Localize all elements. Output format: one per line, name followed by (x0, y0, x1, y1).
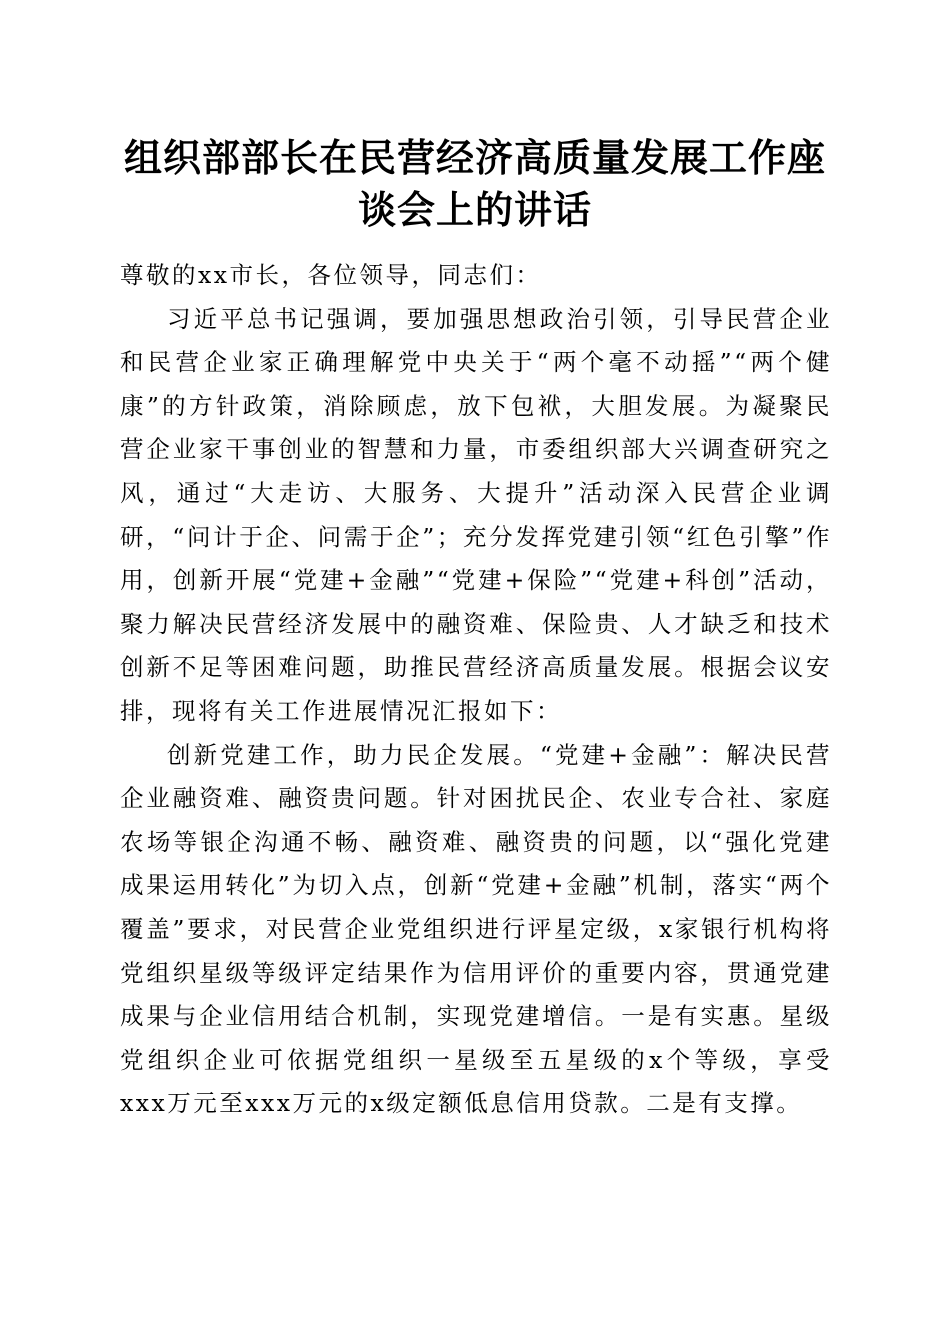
paragraph-intro: 习近平总书记强调，要加强思想政治引领，引导民营企业和民营企业家正确理解党中央关于“两个毫不动摇”“两个健康”的方针政策，消除顾虑，放下包袱，大胆发展。为凝聚民营企业家干事创业的智慧和力量，市委组织部大兴调查研究之风，通过“大走访、大服务、大提升”活动深入民营企业调研，“问计于企、问需于企”；充分发挥党建引领“红色引擎”作用，创新开展“党建+金融”“党建+保险”“党建+科创”活动，聚力解决民营经济发展中的融资难、保险贵、人才缺乏和技术创新不足等困难问题，助推民营经济高质量发展。根据会议安排，现将有关工作进展情况汇报如下： (120, 304, 832, 725)
document-body (120, 254, 832, 1126)
document-title: 组织部部长在民营经济高质量发展工作座谈会上的讲话 (123, 135, 826, 232)
paragraph-party-building-finance: 创新党建工作，助力民企发展。“党建+金融”：解决民营企业融资难、融资贵问题。针对困扰民企、农业专合社、家庭农场等银企沟通不畅、融资难、融资贵的问题，以“强化党建成果运用转化”为切入点，创新“党建+金融”机制，落实“两个覆盖”要求，对民营企业党组织进行评星定级，x家银行机构将党组织星级等级评定结果作为信用评价的重要内容，贯通党建成果与企业信用结合机制，实现党建增信。一是有实惠。星级党组织企业可依据党组织一星级至五星级的x个等级，享受xxx万元至xxx万元的x级定额低息信用贷款。二是有支撑。 (120, 740, 832, 1118)
salutation: 尊敬的xx市长，各位领导，同志们： (120, 261, 542, 289)
